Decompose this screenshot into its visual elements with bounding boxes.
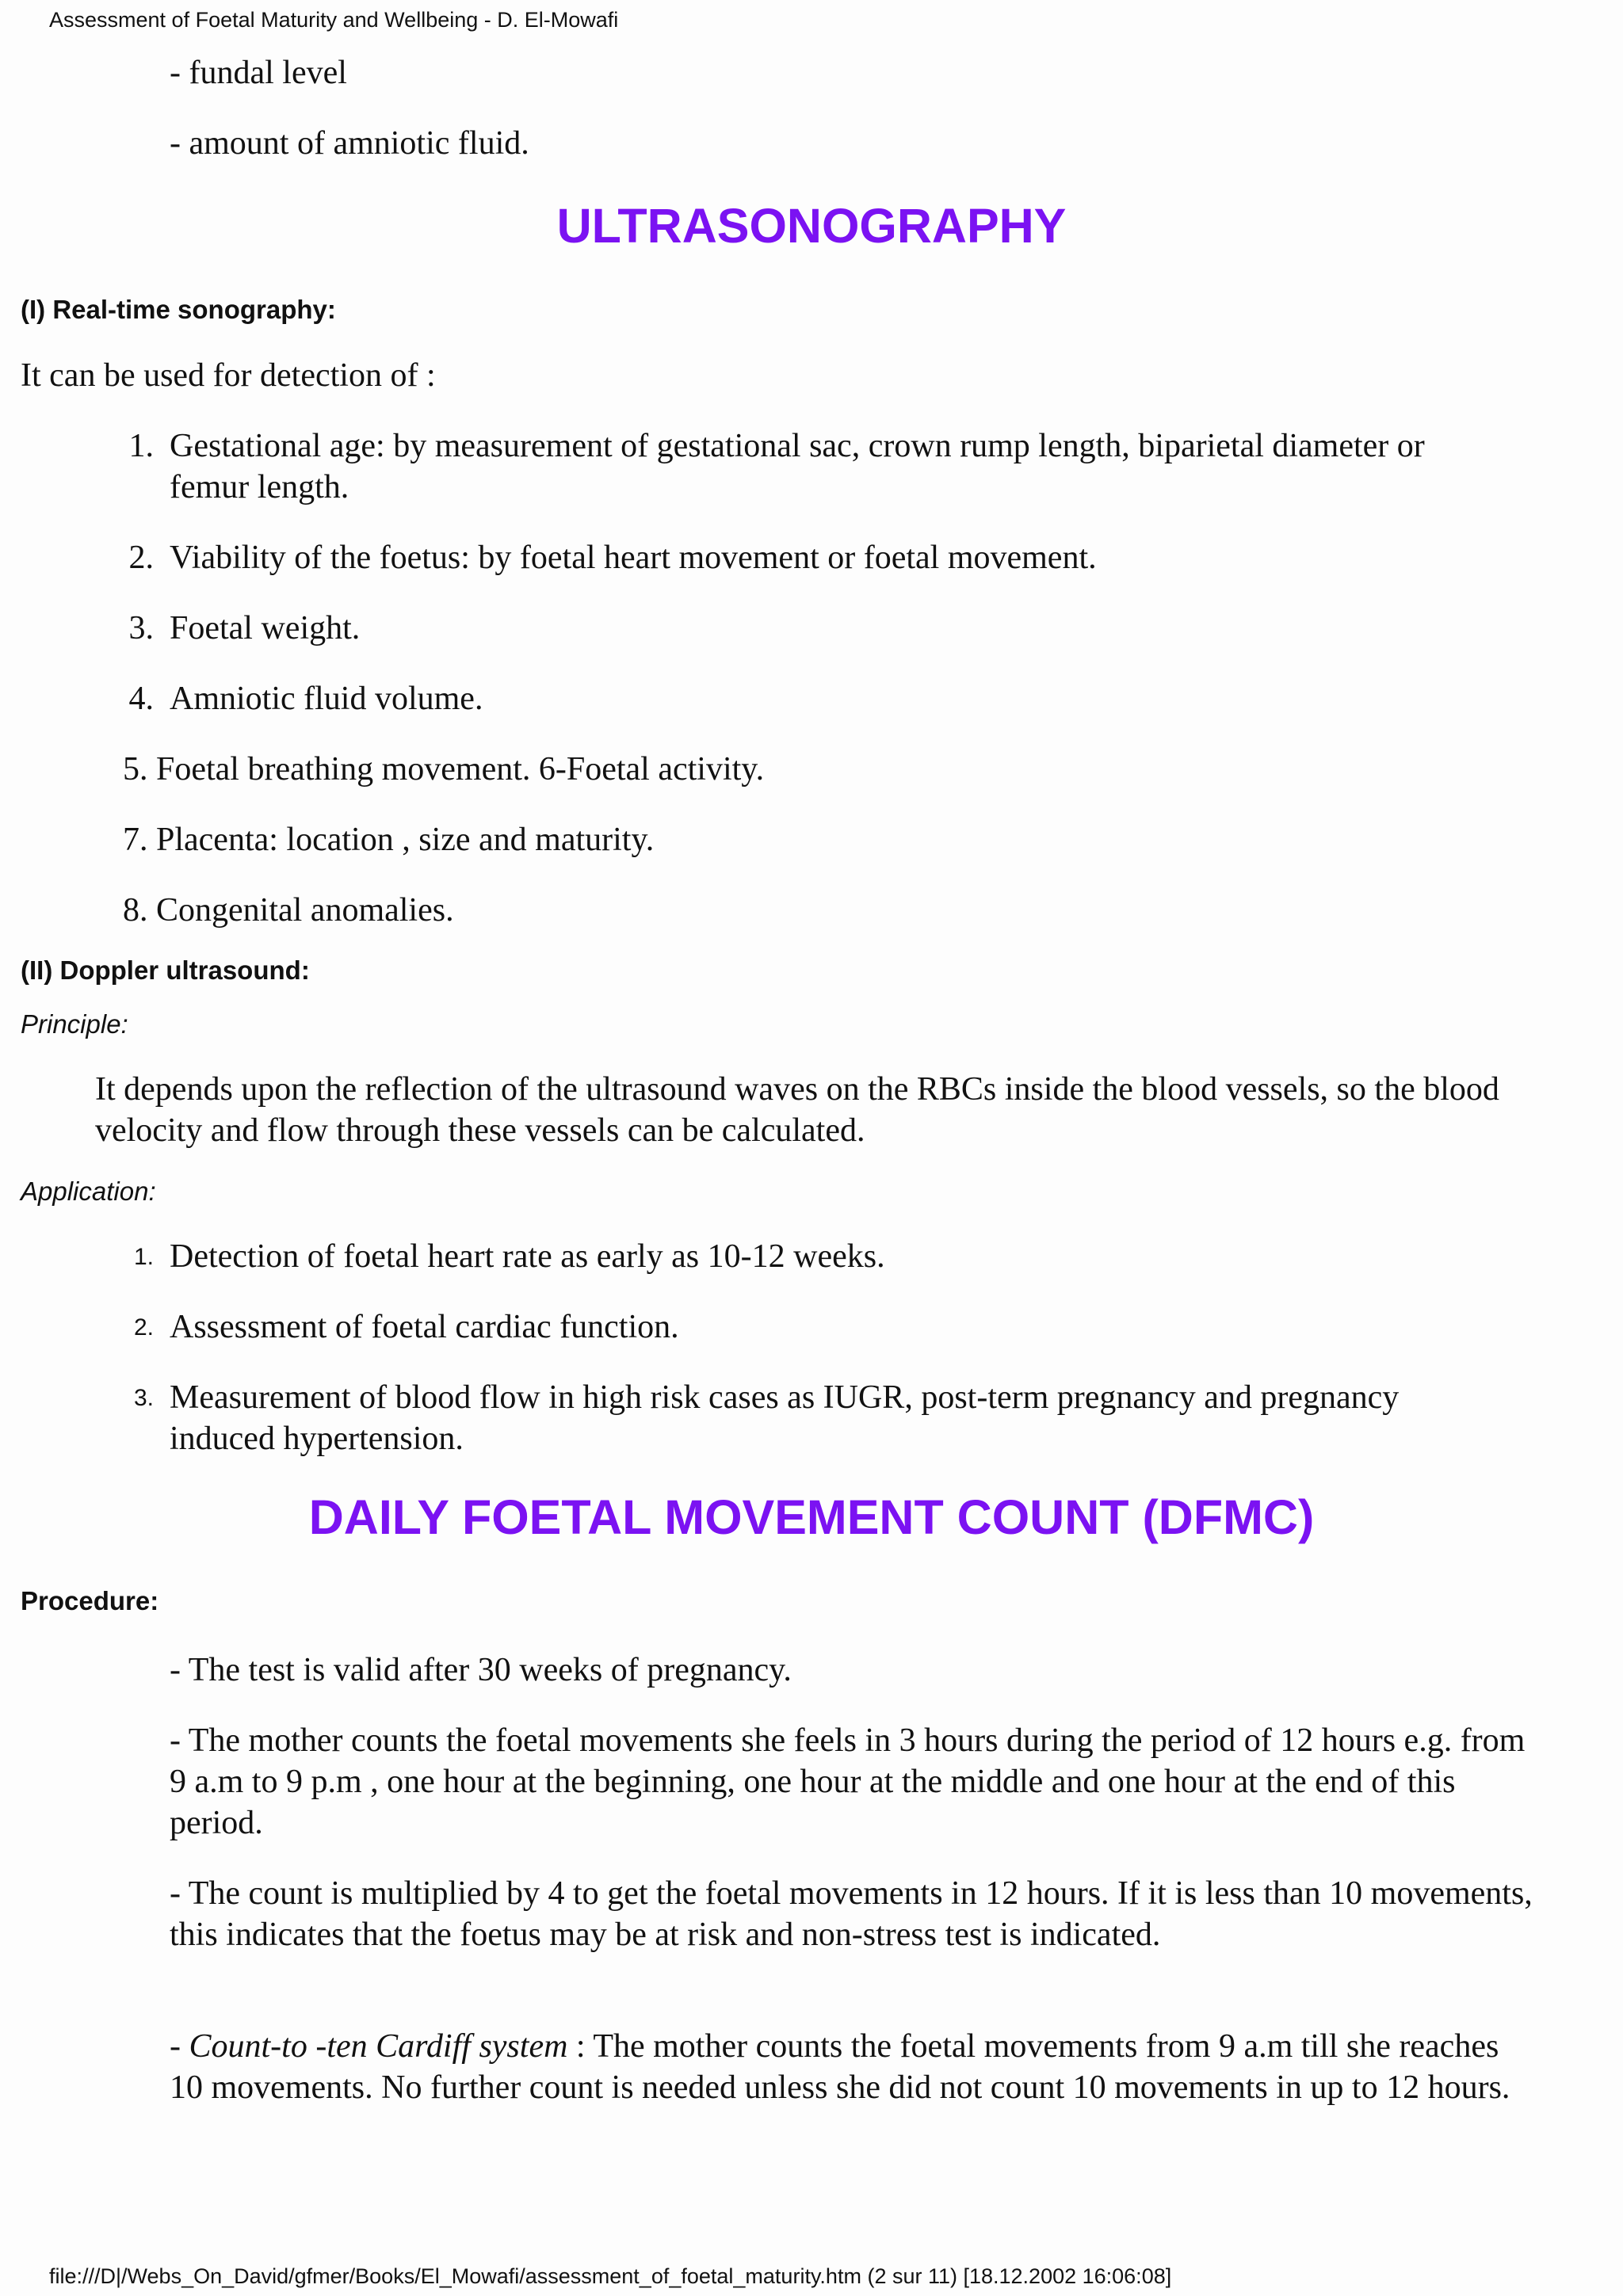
list-item-number: 3. (128, 610, 154, 646)
list-item-text: Foetal weight. (170, 610, 361, 646)
list-item-number: 1. (128, 428, 154, 464)
subheading-realtime-sonography: (I) Real-time sonography: (21, 295, 336, 324)
procedure-paragraph: - The test is valid after 30 weeks of pregnancy. (170, 1652, 792, 1688)
list-item-number: 4. (128, 681, 154, 717)
subheading-doppler-ultrasound: (II) Doppler ultrasound: (21, 955, 310, 985)
list-item-text: Measurement of blood flow in high risk cases as IUGR, post-term pregnancy and pregnancy induced hypertension. (170, 1379, 1400, 1457)
list-item-number: 2. (128, 540, 154, 576)
realtime-lead-text: It can be used for detection of : (21, 357, 436, 394)
running-header: Assessment of Foetal Maturity and Wellbeing - D. El-Mowafi (49, 8, 619, 32)
list-item-text: 7. Placenta: location , size and maturity. (123, 822, 655, 858)
list-item-number: 3. (133, 1385, 154, 1411)
list-item-text: Amniotic fluid volume. (170, 681, 483, 717)
list-item-number: 1. (133, 1244, 154, 1270)
intro-line-amniotic-fluid: - amount of amniotic fluid. (170, 125, 529, 162)
procedure-paragraph-cardiff (170, 2026, 1533, 2108)
principle-label: Principle: (21, 1009, 128, 1039)
procedure-label: Procedure: (21, 1586, 159, 1615)
list-item-text: Viability of the foetus: by foetal heart movement or foetal movement. (170, 540, 1097, 576)
procedure-paragraph: - The mother counts the foetal movements she feels in 3 hours during the period of 12 hours e.g. from 9 a.m to 9 p.m , one hour at the beginning, one hour at the middle and one hour at the end of this period. (170, 1722, 1526, 1841)
list-item-text: 8. Congenital anomalies. (123, 892, 454, 929)
list-item-number: 2. (133, 1314, 154, 1341)
cardiff-term: Count-to -ten Cardiff system (189, 2028, 568, 2065)
running-footer: file:///D|/Webs_On_David/gfmer/Books/El_Mowafi/assessment_of_foetal_maturity.htm (2 sur 11) [18.12.2002 16:06:08] (49, 2264, 1172, 2288)
principle-text: It depends upon the reflection of the ultrasound waves on the RBCs inside the blood vessels, so the blood velocity and flow through these vessels can be calculated. (95, 1071, 1499, 1149)
cardiff-description: : The mother counts the foetal movements from 9 a.m till she reaches 10 movements. No further count is needed unless she did not count 10 movements in up to 12 hours. (170, 2028, 1510, 2106)
section-title-dfmc: DAILY FOETAL MOVEMENT COUNT (DFMC) (308, 1490, 1315, 1544)
list-item-text: 5. Foetal breathing movement. 6-Foetal activity. (123, 751, 765, 788)
list-item-text: Gestational age: by measurement of gestational sac, crown rump length, biparietal diameter or femur length. (170, 428, 1425, 505)
application-label: Application: (21, 1177, 156, 1206)
intro-line-fundal-level: - fundal level (170, 55, 347, 91)
procedure-paragraph: - The count is multiplied by 4 to get the foetal movements in 12 hours. If it is less than 10 movements, this indicates that the foetus may be at risk and non-stress test is indicated. (170, 1875, 1533, 1953)
list-item-text: Detection of foetal heart rate as early as 10-12 weeks. (170, 1238, 885, 1275)
section-title-ultrasonography: ULTRASONOGRAPHY (556, 199, 1067, 253)
cardiff-dash: - (170, 2028, 189, 2065)
list-item-text: Assessment of foetal cardiac function. (170, 1309, 679, 1345)
